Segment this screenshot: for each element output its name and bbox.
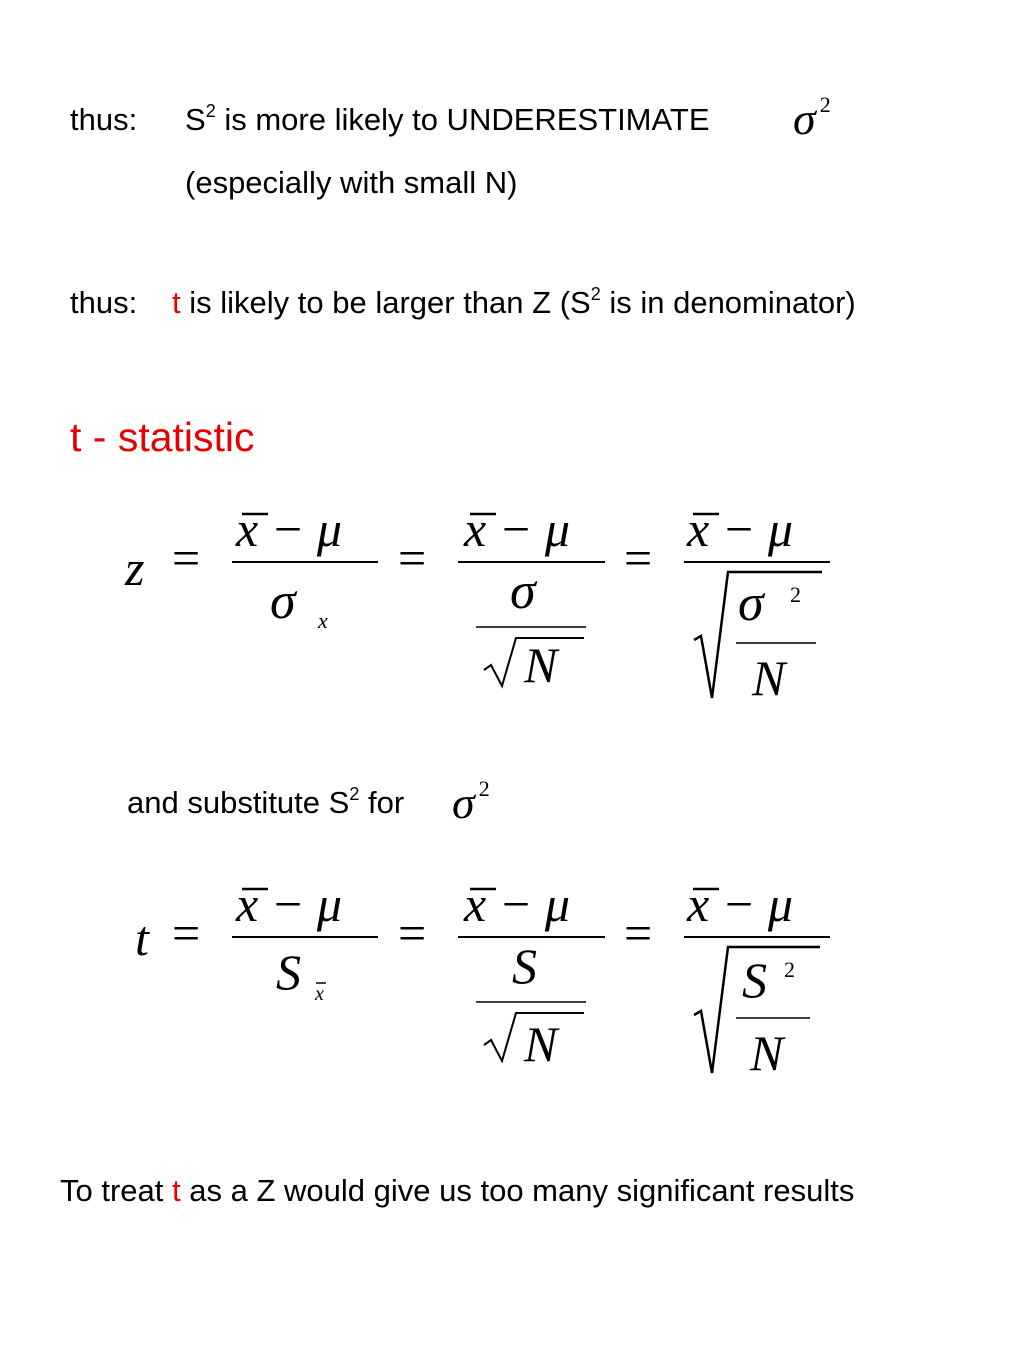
especially-note: (especially with small N) bbox=[185, 165, 518, 200]
t-numerator-2: x − μ bbox=[464, 876, 571, 932]
sigma-glyph-2: σ bbox=[452, 777, 475, 828]
s-superscript: 2 bbox=[205, 101, 216, 121]
equals-2: = bbox=[398, 530, 427, 586]
t-n-bottom-2: N bbox=[524, 1016, 558, 1072]
t-formula bbox=[0, 865, 1024, 1095]
sigma-subscript-x: x bbox=[318, 608, 328, 633]
sigma-top-3-superscript: 2 bbox=[790, 582, 801, 607]
s-denominator: S bbox=[276, 944, 301, 1000]
s-top-3-superscript: 2 bbox=[784, 957, 795, 982]
numerator-2: x − μ bbox=[464, 501, 571, 557]
sigma-glyph: σ bbox=[793, 93, 816, 144]
conclusion-text-a: To treat bbox=[60, 1173, 164, 1208]
sigma-superscript-2: 2 bbox=[478, 776, 490, 801]
sigma-squared-symbol-2 bbox=[452, 776, 490, 829]
t-n-bottom-3: N bbox=[750, 1025, 784, 1081]
sigma-superscript: 2 bbox=[819, 92, 831, 117]
thus-label-2: thus: bbox=[70, 285, 138, 320]
t-numerator-1: x − μ bbox=[236, 876, 343, 932]
larger-text-b: is in denominator) bbox=[609, 285, 856, 320]
t-numerator-3: x − μ bbox=[687, 876, 794, 932]
s-symbol: S bbox=[185, 102, 206, 137]
z-symbol: z bbox=[125, 540, 145, 596]
t-statistic-heading: t - statistic bbox=[70, 414, 255, 460]
n-bottom-3: N bbox=[752, 650, 786, 706]
larger-text-a: is likely to be larger than Z (S bbox=[189, 285, 591, 320]
equals-1: = bbox=[172, 530, 201, 586]
conclusion-t-red: t bbox=[172, 1173, 181, 1208]
s-superscript-2: 2 bbox=[590, 284, 601, 304]
underestimate-text: is more likely to UNDERESTIMATE bbox=[224, 102, 710, 137]
sigma-top-3: σ bbox=[738, 575, 764, 632]
conclusion-sentence bbox=[60, 1175, 854, 1206]
substitute-superscript: 2 bbox=[349, 784, 360, 804]
numerator-1: x − μ bbox=[236, 501, 343, 557]
s-top-3: S bbox=[742, 952, 767, 1008]
larger-than-z-sentence bbox=[172, 284, 856, 320]
substitute-text-a: and substitute S bbox=[127, 785, 350, 820]
s-subscript-xbar: x bbox=[315, 983, 324, 1005]
t-equals-3: = bbox=[624, 905, 653, 961]
thus-label-1: thus: bbox=[70, 102, 138, 137]
numerator-3: x − μ bbox=[687, 501, 794, 557]
sigma-top-2: σ bbox=[510, 563, 536, 620]
underestimate-sentence bbox=[185, 101, 710, 137]
n-bottom-2: N bbox=[524, 637, 558, 693]
substitute-text-b: for bbox=[367, 785, 405, 820]
sigma-denominator: σ bbox=[270, 573, 296, 630]
t-red-symbol: t bbox=[172, 285, 181, 320]
conclusion-text-b: as a Z would give us too many significant results bbox=[189, 1173, 855, 1208]
s-top-2: S bbox=[512, 938, 537, 994]
z-formula bbox=[0, 490, 1024, 720]
sigma-squared-symbol bbox=[793, 92, 831, 145]
t-equals-2: = bbox=[398, 905, 427, 961]
t-symbol: t bbox=[135, 910, 149, 966]
t-equals-1: = bbox=[172, 905, 201, 961]
equals-3: = bbox=[624, 530, 653, 586]
substitute-sentence bbox=[127, 784, 405, 820]
